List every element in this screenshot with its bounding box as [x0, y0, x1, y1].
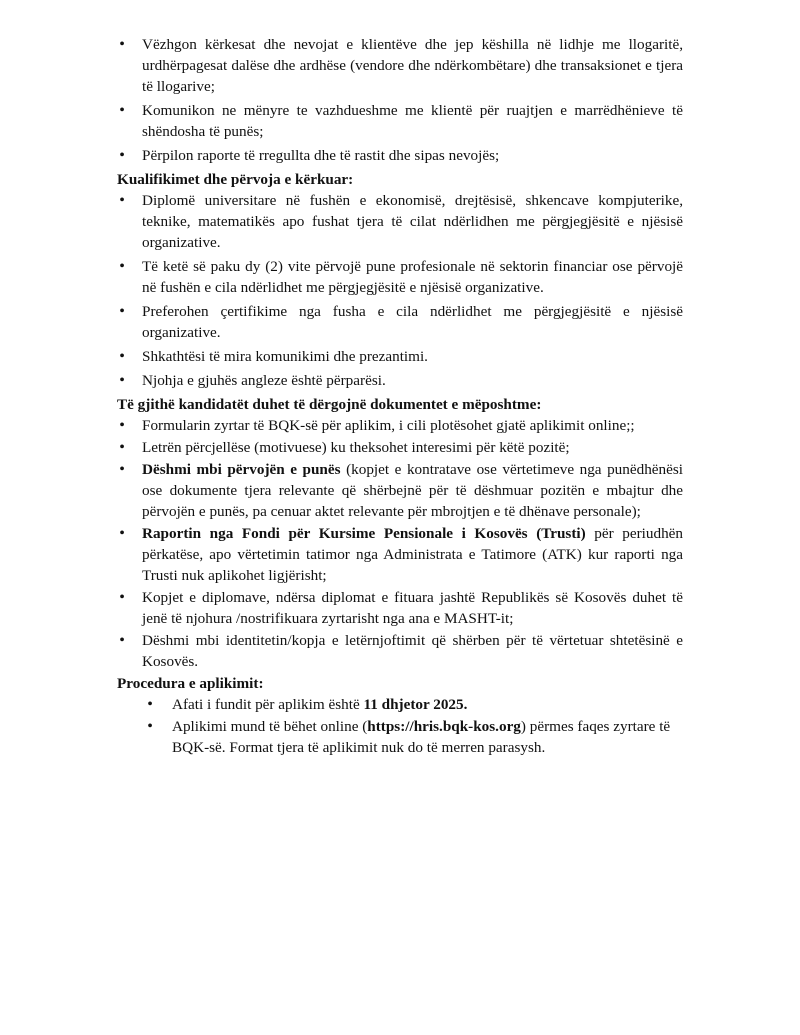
duties-list — [117, 34, 683, 166]
bullet-icon — [117, 523, 127, 544]
list-item — [117, 301, 683, 343]
list-item-text: Shkathtësi të mira komunikimi dhe prezantimi. — [142, 348, 428, 365]
list-item-text: Përpilon raporte të rregullta dhe të rastit dhe sipas nevojës; — [142, 147, 500, 164]
application-link[interactable]: https://hris.bqk-kos.org — [367, 718, 521, 735]
bullet-icon — [117, 301, 127, 322]
list-item-text: Kopjet e diplomave, ndërsa diplomat e fituara jashtë Republikës së Kosovës duhet të jenë të njohura /nostrifikuara zyrtarisht nga ana e MASHT-it; — [142, 589, 683, 627]
list-item-text: Formularin zyrtar të BQK-së për aplikim, i cili plotësohet gjatë aplikimit online;; — [142, 417, 635, 434]
document-page — [117, 34, 683, 759]
bullet-icon — [117, 256, 127, 277]
deadline-date: 11 dhjetor 2025. — [363, 696, 468, 713]
documents-heading: Të gjithë kandidatët duhet të dërgojnë dokumentet e mëposhtme: — [117, 396, 542, 413]
list-item-bold: Raportin nga Fondi për Kursime Pensionale i Kosovës (Trusti) — [142, 525, 586, 542]
qualifications-heading: Kualifikimet dhe përvoja e kërkuar: — [117, 171, 354, 188]
bullet-icon — [117, 190, 127, 211]
list-item-text: Të ketë së paku dy (2) vite përvojë pune profesionale në sektorin financiar ose përvojë në fushën e cila ndërlidhet me përgjegjësitë e njësisë organizative. — [142, 258, 683, 296]
bullet-icon — [117, 587, 127, 608]
bullet-icon — [117, 370, 127, 391]
list-item — [117, 256, 683, 298]
bullet-icon — [145, 716, 155, 737]
deadline-item — [117, 694, 683, 715]
deadline-text: Afati i fundit për aplikim është — [172, 696, 364, 713]
list-item-text: Dëshmi mbi identitetin/kopja e letërnjoftimit që shërben për të vërtetuar shtetësinë e Kosovës. — [142, 632, 683, 670]
qualifications-list — [117, 190, 683, 391]
online-text-after: ) përmes faqes zyrtare të BQK-së. Format tjera të aplikimit nuk do të merren parasysh. — [172, 718, 671, 756]
list-item — [117, 459, 683, 522]
list-item-text: Letrën përcjellëse (motivuese) ku theksohet interesimi për këtë pozitë; — [142, 439, 570, 456]
list-item — [117, 523, 683, 586]
bullet-icon — [117, 415, 127, 436]
list-item-text: Preferohen çertifikime nga fusha e cila ndërlidhet me përgjegjësitë e njësisë organizative. — [142, 303, 683, 341]
bullet-icon — [117, 145, 127, 166]
list-item — [117, 190, 683, 253]
list-item — [117, 630, 683, 672]
bullet-icon — [117, 459, 127, 480]
list-item — [117, 145, 683, 166]
list-item-bold: Dëshmi mbi përvojën e punës — [142, 461, 341, 478]
documents-list — [117, 415, 683, 672]
list-item — [117, 370, 683, 391]
list-item — [117, 587, 683, 629]
list-item-text: Vëzhgon kërkesat dhe nevojat e klientëve dhe jep këshilla në lidhje me llogaritë, urdhërpagesat dalëse dhe ardhëse (vendore dhe ndërkombëtare) dhe transaksionet e tjera të llogarive; — [142, 36, 683, 95]
bullet-icon — [145, 694, 155, 715]
list-item-text: Komunikon ne mënyre te vazhdueshme me klientë për ruajtjen e marrëdhënieve të shëndosha të punës; — [142, 102, 683, 140]
list-item-text: Diplomë universitare në fushën e ekonomisë, drejtësisë, shkencave kompjuterike, teknike, matematikës apo fushat tjera të cilat ndërlidhen me përgjegjësitë e njësisë organizative. — [142, 192, 683, 251]
list-item — [117, 100, 683, 142]
bullet-icon — [117, 346, 127, 367]
list-item-text: (kopjet e kontratave ose vërtetimeve nga punëdhënësi ose dokumente tjera relevante që shërbejnë për të dëshmuar pozitën e mbajtur dhe përvojën e punës, pa cenuar aktet relevante për mbrojtjen e të dhënave personale); — [142, 461, 683, 520]
procedure-heading: Procedura e aplikimit: — [117, 675, 264, 692]
bullet-icon — [117, 100, 127, 121]
list-item — [117, 346, 683, 367]
online-application-item — [117, 716, 683, 758]
list-item — [117, 437, 683, 458]
bullet-icon — [117, 437, 127, 458]
list-item — [117, 34, 683, 97]
list-item-text: për periudhën përkatëse, apo vërtetimin tatimor nga Administrata e Tatimore (ATK) kur raporti nga Trusti nuk aplikohet ligjërisht; — [142, 525, 683, 584]
bullet-icon — [117, 34, 127, 55]
list-item-text: Njohja e gjuhës angleze është përparësi. — [142, 372, 386, 389]
list-item — [117, 415, 683, 436]
bullet-icon — [117, 630, 127, 651]
online-text-before: Aplikimi mund të bëhet online ( — [172, 718, 368, 735]
procedure-list — [117, 694, 683, 758]
